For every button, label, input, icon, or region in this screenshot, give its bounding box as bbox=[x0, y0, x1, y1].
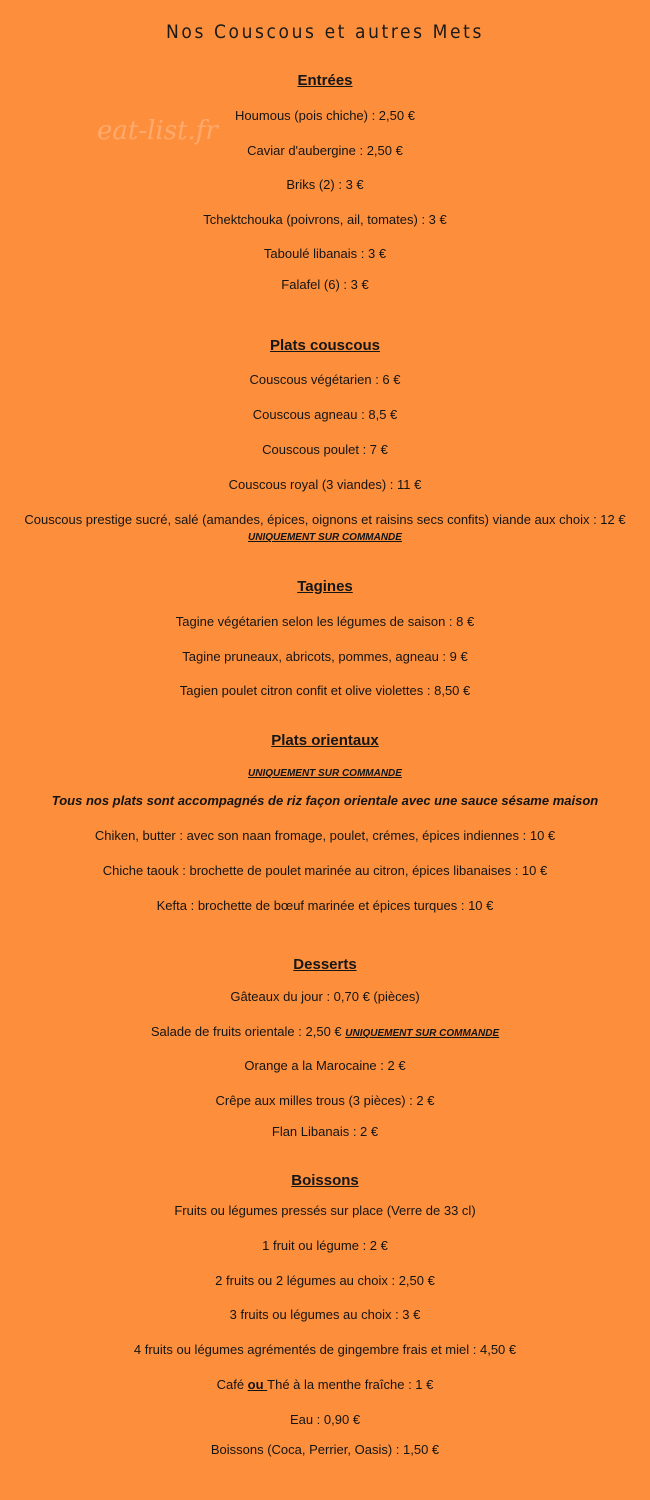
or-conjunction: ou bbox=[247, 1377, 268, 1392]
menu-item: Taboulé libanais : 3 € bbox=[263, 246, 387, 261]
menu-item-prestige-text: Couscous prestige sucré, salé (amandes, épices, oignons et raisins secs confits) viande aux choix : 12 € bbox=[24, 512, 626, 527]
menu-item: Crêpe aux milles trous (3 pièces) : 2 € bbox=[215, 1093, 435, 1108]
menu-item: Gâteaux du jour : 0,70 € (pièces) bbox=[230, 989, 420, 1004]
menu-item: Orange a la Marocaine : 2 € bbox=[244, 1058, 406, 1073]
menu-item: Chiken, butter : avec son naan fromage, poulet, crémes, épices indiennes : 10 € bbox=[94, 828, 556, 843]
menu-item: Flan Libanais : 2 € bbox=[271, 1124, 379, 1139]
page-title: Nos Couscous et autres Mets bbox=[166, 21, 484, 43]
menu-item bbox=[0, 1024, 650, 1042]
menu-item: Briks (2) : 3 € bbox=[286, 177, 364, 192]
menu-item: Couscous végétarien : 6 € bbox=[249, 372, 401, 387]
menu-item: 3 fruits ou légumes au choix : 3 € bbox=[229, 1307, 421, 1322]
watermark-text: eat-list.fr bbox=[97, 116, 218, 146]
menu-item: Boissons (Coca, Perrier, Oasis) : 1,50 € bbox=[210, 1442, 440, 1457]
menu-item: Couscous poulet : 7 € bbox=[262, 442, 388, 457]
menu-item: Eau : 0,90 € bbox=[289, 1412, 361, 1427]
menu-item: Tagine végétarien selon les légumes de saison : 8 € bbox=[175, 614, 475, 629]
menu-item: 4 fruits ou légumes agrémentés de gingembre frais et miel : 4,50 € bbox=[133, 1342, 517, 1357]
order-only-note: UNIQUEMENT SUR COMMANDE bbox=[248, 532, 402, 543]
order-only-note: UNIQUEMENT SUR COMMANDE bbox=[345, 1028, 500, 1039]
menu-item-cafe bbox=[0, 1377, 650, 1393]
menu-item: Fruits ou légumes pressés sur place (Verre de 33 cl) bbox=[174, 1203, 476, 1218]
menu-item: Houmous (pois chiche) : 2,50 € bbox=[235, 108, 415, 123]
section-heading-entrees: Entrées bbox=[297, 72, 353, 89]
menu-item: Falafel (6) : 3 € bbox=[281, 277, 369, 292]
section-heading-orientaux: Plats orientaux bbox=[271, 732, 379, 749]
order-only-note: UNIQUEMENT SUR COMMANDE bbox=[248, 768, 402, 779]
menu-item: Chiche taouk : brochette de poulet marinée au citron, épices libanaises : 10 € bbox=[102, 863, 548, 878]
section-heading-tagines: Tagines bbox=[297, 578, 353, 595]
menu-item: Tagine pruneaux, abricots, pommes, agneau : 9 € bbox=[182, 649, 468, 664]
menu-item: 1 fruit ou légume : 2 € bbox=[262, 1238, 388, 1253]
section-heading-boissons: Boissons bbox=[291, 1172, 359, 1189]
orientaux-intro: Tous nos plats sont accompagnés de riz façon orientale avec une sauce sésame maison bbox=[51, 793, 599, 808]
menu-item: Kefta : brochette de bœuf marinée et épices turques : 10 € bbox=[156, 898, 494, 913]
menu-item: Couscous royal (3 viandes) : 11 € bbox=[228, 477, 422, 492]
menu-item-text: Café bbox=[216, 1377, 248, 1392]
menu-item: Tagien poulet citron confit et olive violettes : 8,50 € bbox=[179, 683, 471, 698]
menu-item: Couscous agneau : 8,5 € bbox=[252, 407, 398, 422]
section-heading-couscous: Plats couscous bbox=[269, 337, 381, 354]
menu-item-text: Thé à la menthe fraîche : 1 € bbox=[267, 1377, 434, 1392]
menu-item: Caviar d'aubergine : 2,50 € bbox=[247, 143, 403, 158]
menu-item-prestige bbox=[15, 512, 635, 546]
section-heading-desserts: Desserts bbox=[293, 956, 357, 973]
menu-item: 2 fruits ou 2 légumes au choix : 2,50 € bbox=[215, 1273, 435, 1288]
menu-item: Tchektchouka (poivrons, ail, tomates) : 3 € bbox=[203, 212, 447, 227]
menu-item-text: Salade de fruits orientale : 2,50 € bbox=[150, 1024, 346, 1039]
